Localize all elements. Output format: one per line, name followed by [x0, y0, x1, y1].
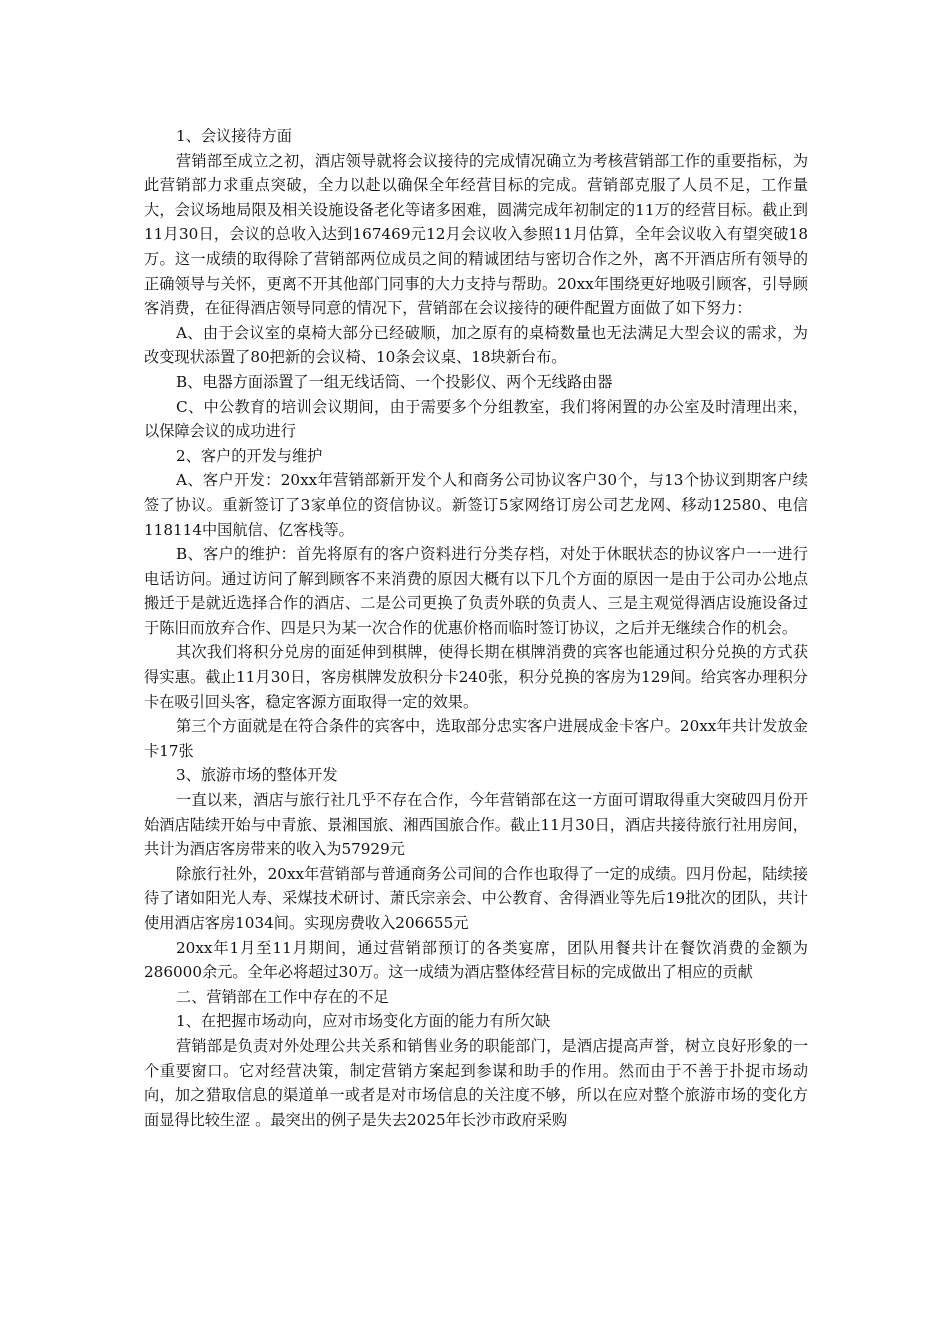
- heading-client-development: 2、客户的开发与维护: [176, 446, 323, 465]
- paragraph-points-card: 其次我们将积分兑房的面延伸到棋牌，使得长期在棋牌消费的宾客也能通过积分兑换的方式获得实惠。截止11月30日，客房棋牌发放积分卡240张，积分兑换的客房为129间。给宾客办理积分卡在吸引回头客，稳定客源方面取得一定的效果。: [144, 643, 808, 711]
- paragraph-client-development: A、客户开发：20xx年营销部新开发个人和商务公司协议客户30个，与13个协议到期客户续签了协议。重新签订了3家单位的资信协议。新签订5家网络订房公司艺龙网、移动12580、电信118114中国航信、亿客栈等。: [144, 471, 808, 539]
- paragraph-gold-card: 第三个方面就是在符合条件的宾客中，选取部分忠实客户进展成金卡客户。20xx年共计发放金卡17张: [144, 717, 808, 760]
- paragraph-market-response: 营销部是负责对外处理公共关系和销售业务的职能部门，是酒店提高声誉，树立良好形象的一个重要窗口。它对经营决策，制定营销方案起到参谋和助手的作用。然而由于不善于扑捉市场动向，加之猎取信息的渠道单一或者是对市场信息的关注度不够，所以在应对整个旅游市场的变化方面显得比较生涩 。最突出的例子是失去2025年长沙市政府采购: [144, 1036, 808, 1129]
- paragraph-item-b-equipment: B、电器方面添置了一组无线话筒、一个投影仪、两个无线路由器: [176, 372, 613, 391]
- paragraph-travel-agency: 一直以来，酒店与旅行社几乎不存在合作，今年营销部在这一方面可谓取得重大突破四月份开始酒店陆续开始与中青旅、景湘国旅、湘西国旅合作。截止11月30日，酒店共接待旅行社用房间，共计为酒店客房带来的收入为57929元: [144, 791, 808, 859]
- document-body: [144, 124, 808, 1132]
- heading-shortcomings: 二、营销部在工作中存在的不足: [176, 987, 389, 1006]
- paragraph-business-cooperation: 除旅行社外，20xx年营销部与普通商务公司间的合作也取得了一定的成绩。四月份起，陆续接待了诸如阳光人寿、采煤技术研讨、萧氏宗亲会、中公教育、舍得酒业等先后19批次的团队，共计使用酒店客房1034间。实现房费收入206655元: [144, 864, 808, 932]
- paragraph-meeting-summary: 营销部至成立之初，酒店领导就将会议接待的完成情况确立为考核营销部工作的重要指标，为此营销部力求重点突破，全力以赴以确保全年经营目标的完成。营销部克服了人员不足，工作量大，会议场地局限及相关设施设备老化等诸多困难，圆满完成年初制定的11万的经营目标。截止到11月30日，会议的总收入达到167469元12月会议收入参照11月估算，全年会议收入有望突破18万。这一成绩的取得除了营销部两位成员之间的精诚团结与密切合作之外，离不开酒店所有领导的正确领导与关怀，更离不开其他部门同事的大力支持与帮助。20xx年围绕更好地吸引顾客，引导顾客消费，在征得酒店领导同意的情况下，营销部在会议接待的硬件配置方面做了如下努力：: [144, 151, 808, 318]
- paragraph-client-maintenance: B、客户的维护：首先将原有的客户资料进行分类存档，对处于休眠状态的协议客户一一进行电话访问。通过访问了解到顾客不来消费的原因大概有以下几个方面的原因一是由于公司办公地点搬迁于是就近选择合作的酒店、二是公司更换了负责外联的负责人、三是主观觉得酒店设施设备过于陈旧而放弃合作、四是只为某一次合作的优惠价格而临时签订协议，之后并无继续合作的机会。: [144, 545, 808, 637]
- heading-meeting-reception: 1、会议接待方面: [176, 127, 292, 145]
- heading-market-response: 1、在把握市场动向，应对市场变化方面的能力有所欠缺: [176, 1012, 551, 1031]
- paragraph-item-a-furniture: A、由于会议室的桌椅大部分已经破顺，加之原有的桌椅数量也无法满足大型会议的需求，为改变现状添置了80把新的会议椅、10条会议桌、18块新台布。: [144, 323, 808, 367]
- heading-tourism-market: 3、旅游市场的整体开发: [176, 766, 338, 785]
- paragraph-item-c-training: C、中公教育的培训会议期间，由于需要多个分组教室，我们将闲置的办公室及时清理出来，以保障会议的成功进行: [144, 397, 808, 441]
- paragraph-banquet-revenue: 20xx年1月至11月期间，通过营销部预订的各类宴席，团队用餐共计在餐饮消费的金额为286000余元。全年必将超过30万。这一成绩为酒店整体经营目标的完成做出了相应的贡献: [144, 938, 808, 982]
